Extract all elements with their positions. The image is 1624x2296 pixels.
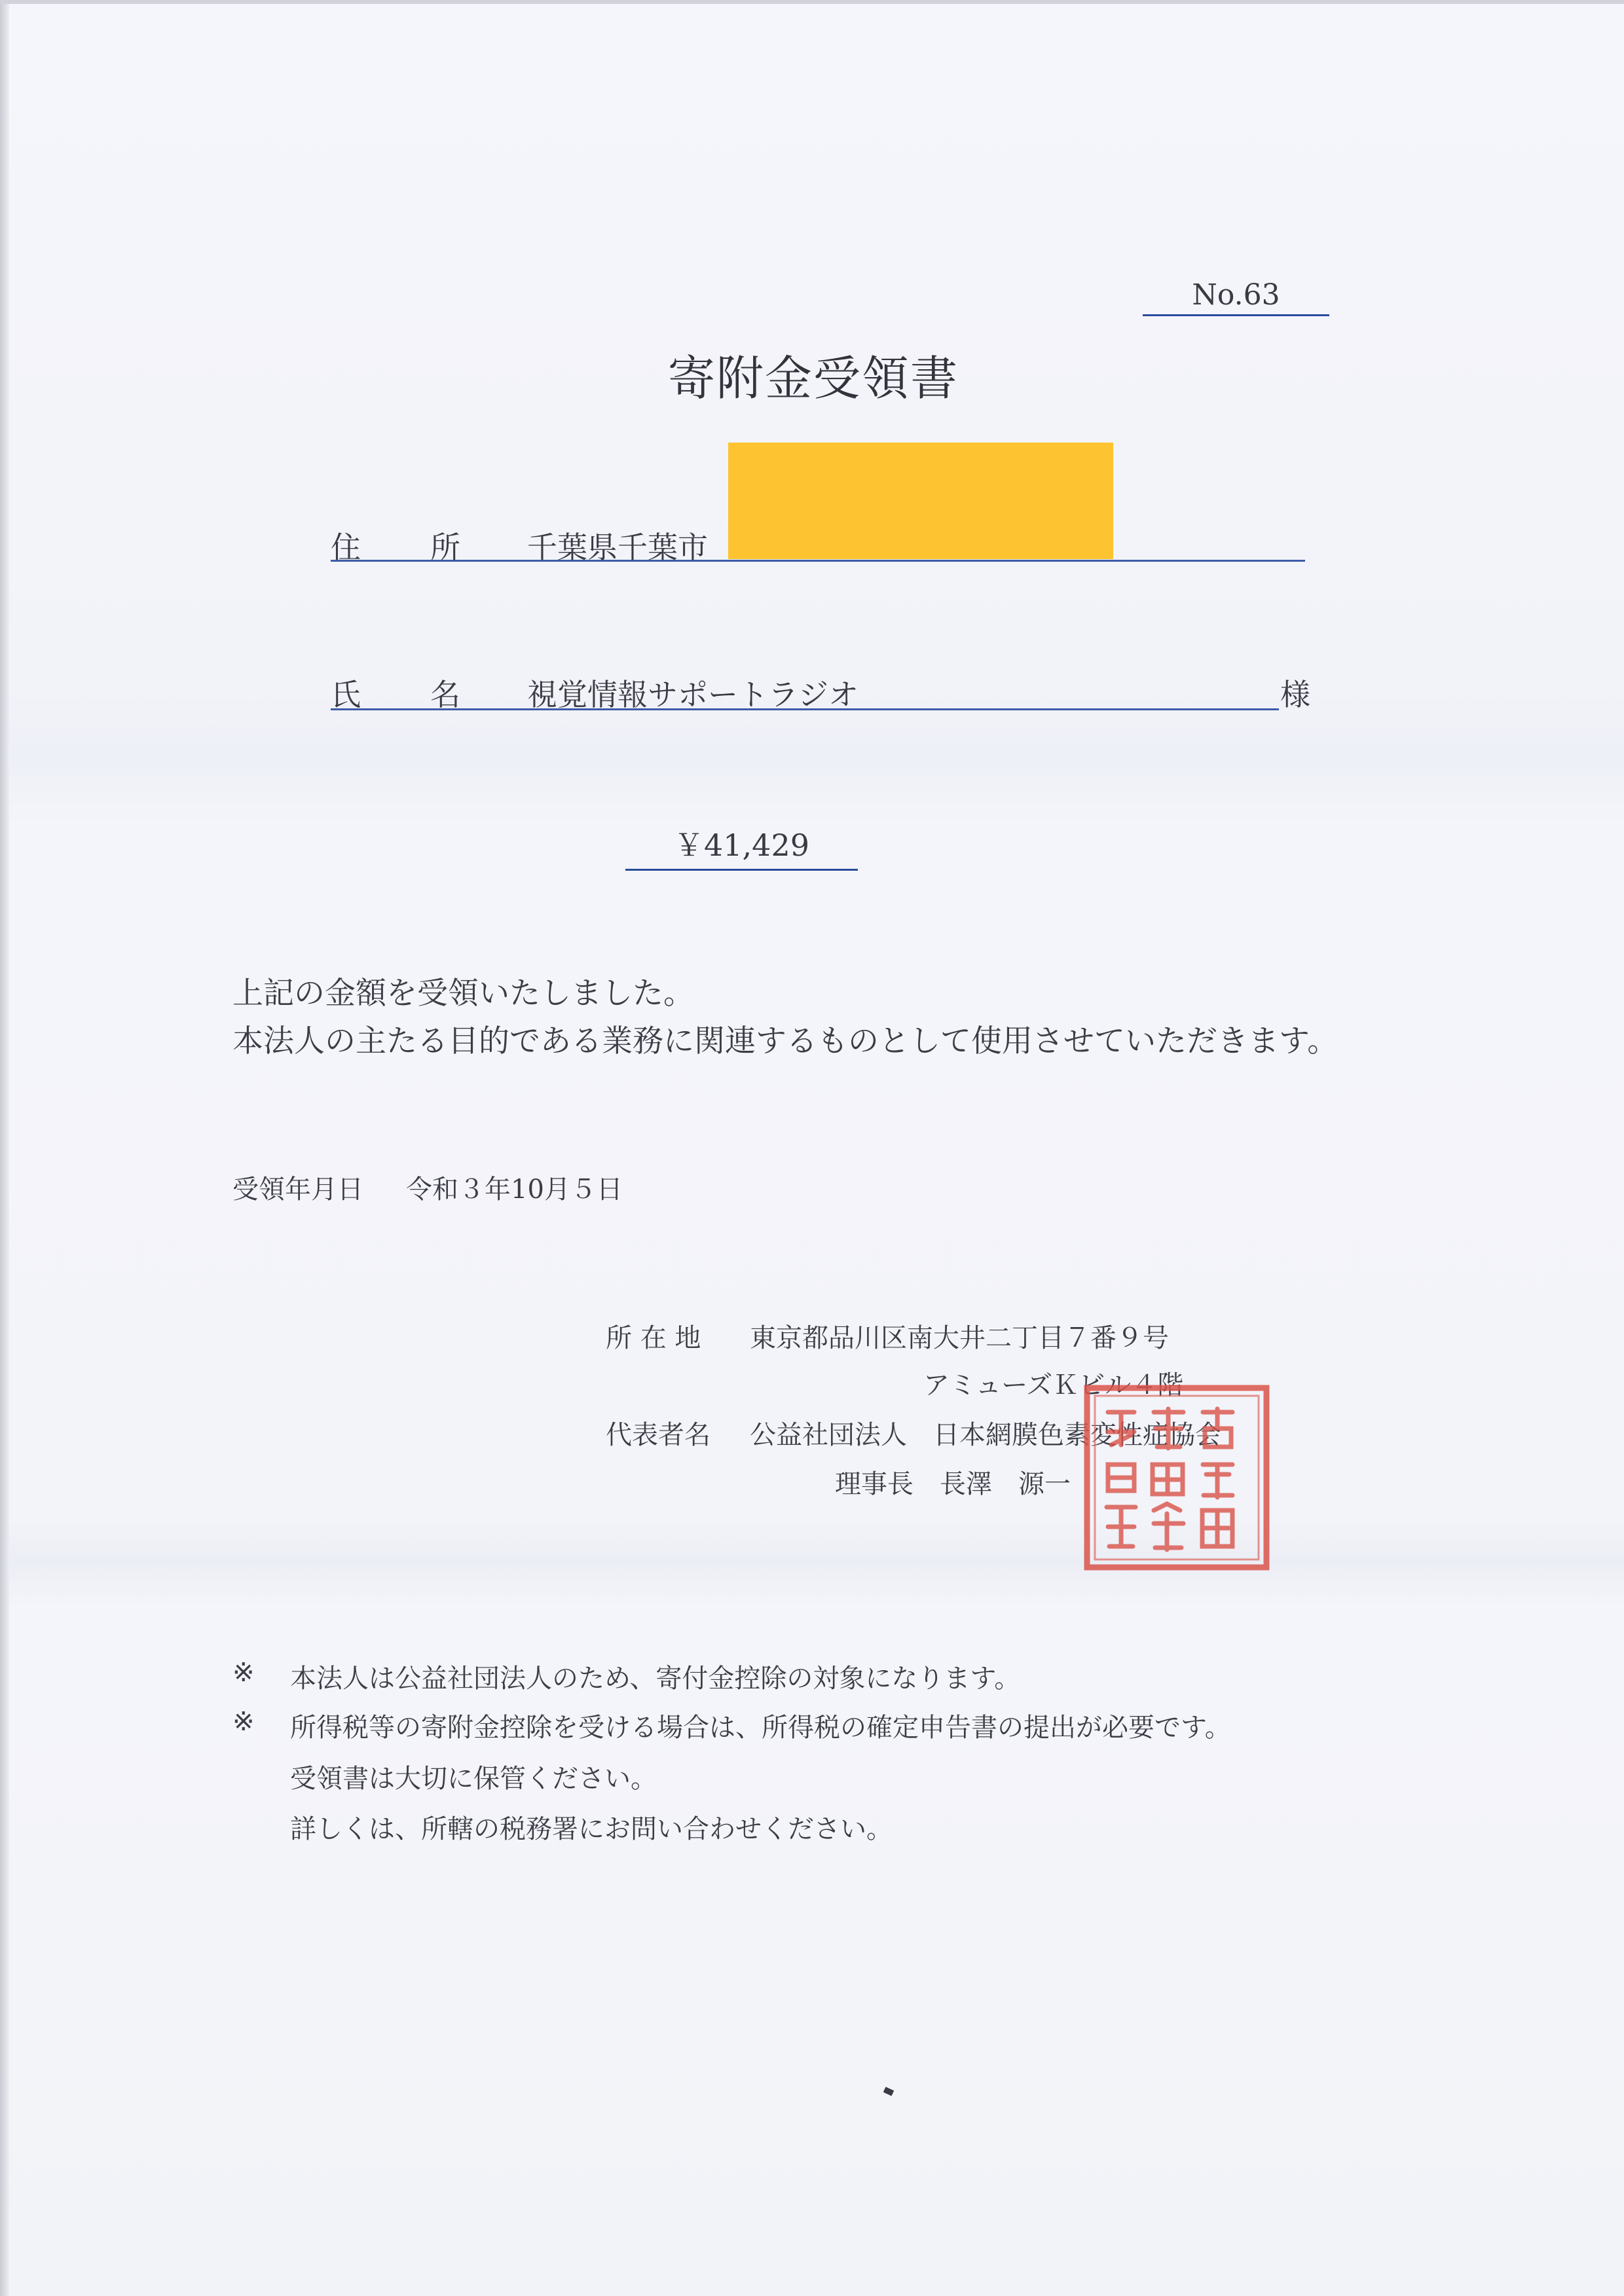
honorific: 様 <box>1280 677 1310 712</box>
amount-value: ￥41,429 <box>625 822 858 871</box>
note-1-mark: ※ <box>232 1658 255 1688</box>
document-title: 寄附金受領書 <box>668 351 959 406</box>
location-line-2: アミューズＫビル４階 <box>923 1370 1184 1400</box>
chairman-name: 理事長 長澤 源一 <box>835 1469 1071 1499</box>
name-value: 視覚情報サポートラジオ <box>527 677 858 712</box>
organization-name: 公益社団法人 日本網膜色素変性症協会 <box>750 1420 1221 1450</box>
note-2-text: 所得税等の寄附金控除を受ける場合は、所得税の確定申告書の提出が必要です。 <box>290 1713 1231 1743</box>
location-label: 所 在 地 <box>606 1323 701 1353</box>
organization-seal-stamp <box>1082 1383 1272 1573</box>
address-label: 住 所 <box>331 530 480 565</box>
ink-speck <box>883 2086 894 2096</box>
address-value: 千葉県千葉市 <box>527 530 708 565</box>
document-number: No.63 <box>1143 278 1329 316</box>
name-underline <box>331 708 1279 710</box>
location-line-1: 東京都品川区南大井二丁目７番９号 <box>750 1323 1169 1353</box>
note-3-text: 受領書は大切に保管ください。 <box>290 1764 657 1794</box>
message-line-2: 本法人の主たる目的である業務に関連するものとして使用させていただきます。 <box>232 1023 1338 1059</box>
receipt-date-value: 令和３年10月５日 <box>406 1175 623 1205</box>
receipt-date-label: 受領年月日 <box>232 1175 363 1205</box>
representative-label: 代表者名 <box>606 1420 710 1450</box>
scan-edge-left <box>0 0 9 2296</box>
redaction-block <box>728 443 1113 559</box>
note-2-mark: ※ <box>232 1707 255 1737</box>
name-label: 氏 名 <box>331 677 480 712</box>
address-underline <box>331 560 1305 562</box>
message-line-1: 上記の金額を受領いたしました。 <box>232 975 694 1011</box>
note-1-text: 本法人は公益社団法人のため、寄付金控除の対象になります。 <box>290 1664 1021 1694</box>
note-4-text: 詳しくは、所轄の税務署にお問い合わせください。 <box>290 1814 893 1844</box>
scan-edge-top <box>0 0 1624 4</box>
